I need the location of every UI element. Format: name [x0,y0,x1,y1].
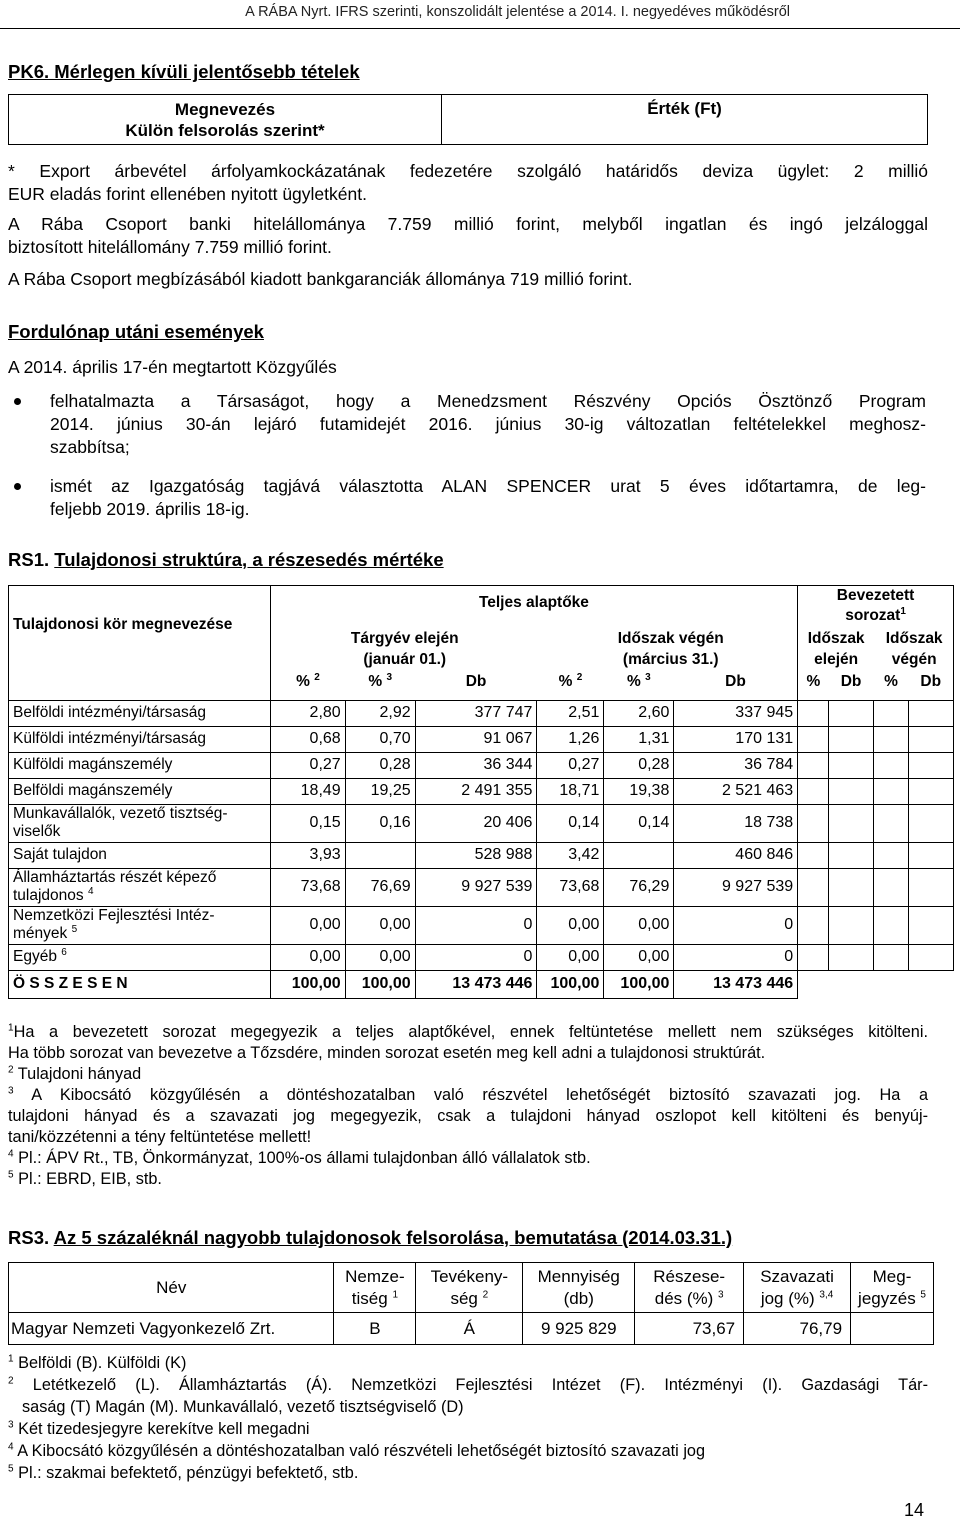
rs1-table [8,585,954,999]
rs3-table [8,1262,934,1345]
rs1-row-cell-b: 0,00 [345,906,415,944]
rs1-fn1-l2: Ha több sorozat van bevezetve a Tőzsdére, minden sorozat esetén meg kell adni a tulajdonosi struktúrát. [8,1044,766,1062]
rs1-h-series-1: Bevezetett [836,587,915,604]
rs1-row-cell-c: 0 [415,906,537,944]
rs1-row-cell-f: 460 846 [674,842,798,868]
rs1-h-end-2: (március 31.) [622,651,719,668]
rs1-row-series-cell [908,778,953,804]
rs1-row-cell-d: 3,42 [537,842,604,868]
rs1-table-row [9,804,954,842]
rs1-row-series-cell [829,868,874,906]
rs1-row-cell-e: 0,28 [604,752,674,778]
rs1-row-name [9,868,271,906]
rs1-h-end-1: Időszak végén [617,630,724,647]
rs1-row-cell-c: 36 344 [415,752,537,778]
rs1-row-name-sup: 5 [71,923,78,935]
pk6-col-name-2: Külön felsorolás szerint* [125,120,325,140]
events-bullet-1-l2: 2014. június 30-án lejáró futamidejét 2016. június 30-ig változatlan feltételekkel meghosz- [50,414,926,434]
rs1-row-name-l1: Saját tulajdon [13,846,107,863]
rs1-sub-db: Db [465,672,487,690]
rs1-h-s-start-1: Időszak [807,630,865,647]
rs1-row-series-cell [829,778,874,804]
rs1-h-start-2: (január 01.) [363,651,447,668]
rs1-row-name-l1: Belföldi magánszemély [13,782,173,799]
rs1-row-series-cell [908,700,953,726]
rs1-footnotes [8,1022,928,1190]
events-intro: A 2014. április 17-én megtartott Közgyűlés [8,357,337,377]
rs3-fn3-num: 3 [8,1419,14,1431]
rs1-row-series-cell [908,944,953,970]
rs1-fn5: Pl.: EBRD, EIB, stb. [18,1170,162,1188]
rs1-row-series-cell [798,906,829,944]
rs1-row-name-l1: Belföldi intézményi/társaság [13,704,206,721]
rs1-row-cell-b: 2,92 [345,700,415,726]
rs1-row-series-cell [908,726,953,752]
rs1-table-row [9,944,954,970]
rs1-total-cell-d: 100,00 [537,970,604,998]
events-bullet-2-l2: feljebb 2019. április 18-ig. [50,499,250,519]
rs3-row [9,1313,934,1345]
rs1-row-cell-c: 20 406 [415,804,537,842]
rs1-row-name-l1: Külföldi magánszemély [13,756,173,773]
rs1-row-series-cell [874,700,909,726]
rs1-row-series-cell [874,842,909,868]
rs1-row-cell-a: 0,27 [270,752,345,778]
rs1-row-series-cell [874,752,909,778]
header-rule [0,28,960,29]
rs3-row-nat: B [334,1313,416,1345]
rs1-fn1-l1: Ha a bevezetett sorozat megegyezik a teljes alaptőkével, ennek feltüntetése mellett nem szükséges kitölteni. [13,1023,928,1041]
rs1-table-row [9,752,954,778]
rs1-fn3-num: 3 [8,1085,14,1097]
rs1-row-name-l1: Munkavállalók, vezető tisztség- [13,805,228,822]
rs1-row-cell-c: 377 747 [415,700,537,726]
rs1-table-row [9,726,954,752]
rs1-row-cell-e: 19,38 [604,778,674,804]
rs1-sub-db-e: Db [908,664,953,700]
rs1-row-cell-b: 0,28 [345,752,415,778]
pk6-title: PK6. Mérlegen kívüli jelentősebb tételek [8,61,360,82]
rs1-h-s-start [798,628,874,670]
rs3-fn5-num: 5 [8,1463,14,1475]
pk6-note-1 [8,160,928,206]
rs1-row-series-cell [908,752,953,778]
rs1-total-cell-c: 13 473 446 [415,970,537,998]
rs1-h-owner: Tulajdonosi kör megnevezése [9,586,271,665]
rs1-row-cell-b: 0,70 [345,726,415,752]
rs1-fn3-l2: tulajdoni hányad és a szavazati jog megegyezik, csak a tulajdoni hányad oszlopot kell kitölteni és benyúj- [8,1107,928,1125]
rs1-sub-pct3b: % $^3$ [627,671,651,690]
rs1-fn5-num: 5 [8,1169,14,1181]
rs1-row-name [9,842,271,868]
rs1-table-row [9,906,954,944]
rs1-sub-pct2b: % $^2$ [558,671,583,690]
rs1-row-name-sup: 4 [87,885,94,897]
rs1-row-cell-d: 2,51 [537,700,604,726]
rs3-prefix: RS3. [8,1227,50,1248]
rs1-row-cell-d: 0,00 [537,944,604,970]
rs1-row-cell-e: 2,60 [604,700,674,726]
rs1-row-series-cell [908,842,953,868]
pk6-note-1-line2: EUR eladás forint ellenében nyitott ügyletként. [8,184,367,204]
events-bullet-2 [50,475,926,521]
rs3-fn2-l2: saság (T) Magán (M). Munkavállaló, vezető tisztségviselő (D) [22,1398,464,1416]
rs1-row-series-cell [798,752,829,778]
pk6-note-3: A Rába Csoport megbízásából kiadott bankgaranciák állománya 719 millió forint. [8,269,633,289]
rs1-table-row [9,700,954,726]
rs3-row-name: Magyar Nemzeti Vagyonkezelő Zrt. [9,1313,334,1345]
rs1-row-cell-d: 18,71 [537,778,604,804]
rs1-row-cell-f: 36 784 [674,752,798,778]
rs1-row-cell-b: 0,16 [345,804,415,842]
rs1-row-cell-a: 2,80 [270,700,345,726]
rs1-fn3-l1: A Kibocsátó közgyűlésén a döntéshozatalban való részvétel lehetőségét biztosító szavazati jog. Ha a [31,1086,928,1104]
events-bullet-1-l3: szabbítsa; [50,437,130,457]
rs1-sub-pct-e: % [884,672,898,690]
rs3-row-vote: 76,79 [744,1313,851,1345]
rs1-row-series-cell [798,778,829,804]
rs3-fn4-num: 4 [8,1441,14,1453]
rs1-row-series-cell [798,944,829,970]
rs3-row-qty: 9 925 829 [523,1313,635,1345]
rs1-row-cell-e: 0,00 [604,944,674,970]
rs1-title: Tulajdonosi struktúra, a részesedés mértéke [54,549,444,570]
rs1-row-series-cell [829,700,874,726]
rs3-footnotes [8,1352,928,1484]
bullet-icon [14,398,21,405]
rs1-row-name-l2: tulajdonos [13,887,84,904]
rs1-row-series-cell [874,868,909,906]
rs1-row-cell-d: 1,26 [537,726,604,752]
rs3-fn2-l1: Letétkezelő (L). Államháztartás (Á). Nemzetközi Fejlesztési Intézet (F). Intézményi (I). Gazdasági Tár- [32,1376,928,1394]
rs1-sub-db-s: Db [840,672,862,690]
rs1-row-cell-e: 76,29 [604,868,674,906]
rs1-row-cell-d: 0,00 [537,906,604,944]
rs3-fn1-num: 1 [8,1353,14,1365]
rs1-fn4-num: 4 [8,1148,14,1160]
rs3-title: Az 5 százaléknál nagyobb tulajdonosok felsorolása, bemutatása (2014.03.31.) [53,1227,733,1248]
rs1-row-cell-a: 0,00 [270,906,345,944]
rs1-row-name-l1: Államháztartás részét képező [13,869,217,886]
rs1-row-cell-f: 0 [674,906,798,944]
rs1-row-name-l2: viselők [13,823,61,840]
rs1-h-start-1: Tárgyév elején [350,630,459,647]
rs1-row-cell-b: 19,25 [345,778,415,804]
rs1-table-row [9,778,954,804]
rs1-row-cell-b [345,842,415,868]
rs3-row-act: Á [416,1313,523,1345]
rs1-row-name [9,906,271,944]
rs1-row-series-cell [829,726,874,752]
rs1-row-cell-a: 0,00 [270,944,345,970]
rs3-heading [8,1226,732,1249]
rs1-row-series-cell [798,700,829,726]
pk6-col-value: Érték (Ft) [647,99,722,118]
rs1-sub-pct3: % $^3$ [368,671,392,690]
rs1-row-cell-e: 0,14 [604,804,674,842]
rs1-h-total: Teljes alaptőke [478,594,589,611]
rs1-row-cell-a: 73,68 [270,868,345,906]
rs3-fn5: Pl.: szakmai befektető, pénzügyi befektető, stb. [18,1464,359,1482]
rs1-sub-empty [9,664,271,700]
rs1-row-name [9,752,271,778]
rs1-row-cell-d: 73,68 [537,868,604,906]
rs1-h-end [561,628,781,670]
rs1-row-series-cell [829,906,874,944]
rs1-h-s-end-1: Időszak [885,630,943,647]
rs1-h-series-block [798,586,954,668]
running-header: A RÁBA Nyrt. IFRS szerinti, konszolidált jelentése a 2014. I. negyedéves működésről [245,4,790,20]
rs1-row-cell-e: 1,31 [604,726,674,752]
rs1-total-name: Ö S S Z E S E N [9,970,271,998]
pk6-col-name [9,95,442,145]
rs1-h-series-sup: 1 [900,605,906,617]
rs1-row-series-cell [874,726,909,752]
rs3-h-act: Tevékeny- ség $^2$ [416,1263,523,1313]
rs1-row-series-cell [874,804,909,842]
rs1-row-cell-b: 0,00 [345,944,415,970]
rs1-h-s-start-2: elején [814,651,859,668]
events-bullet-1-l1: felhatalmazta a Társaságot, hogy a Menedzsment Részvény Opciós Ösztönző Program [50,391,926,411]
rs3-row-note [851,1313,934,1345]
rs1-row-series-cell [829,804,874,842]
rs3-h-name: Név [9,1263,334,1313]
rs1-h-total-block [270,586,797,668]
rs1-row-series-cell [874,778,909,804]
rs1-row-series-cell [798,804,829,842]
rs1-total-row [9,970,954,998]
rs1-row-series-cell [829,944,874,970]
rs1-row-series-cell [829,752,874,778]
rs1-row-name-l1: Külföldi intézményi/társaság [13,730,206,747]
rs1-fn1-num: 1 [8,1022,14,1034]
rs1-row-name-l1: Egyéb [13,948,57,965]
rs1-h-s-end-2: végén [891,651,937,668]
pk6-note-2-line2: biztosított hitelállomány 7.759 millió forint. [8,237,332,257]
rs1-row-cell-f: 2 521 463 [674,778,798,804]
rs1-row-cell-c: 91 067 [415,726,537,752]
rs1-total-cell-a: 100,00 [270,970,345,998]
rs1-row-cell-d: 0,27 [537,752,604,778]
rs1-row-name-l2: mények [13,925,68,942]
pk6-col-name-1: Megnevezés [174,99,276,119]
pk6-note-1-line1: * Export árbevétel árfolyamkockázatának fedezetére szolgáló határidős deviza ügylet: 2 millió [8,161,928,181]
rs1-row-cell-f: 9 927 539 [674,868,798,906]
rs1-table-row [9,868,954,906]
rs1-row-series-cell [874,944,909,970]
rs1-total-cell-f: 13 473 446 [674,970,798,998]
rs1-row-cell-c: 528 988 [415,842,537,868]
rs3-row-share: 73,67 [635,1313,744,1345]
rs1-heading [8,548,444,571]
rs1-row-name [9,804,271,842]
rs3-header-row [9,1263,934,1313]
rs1-row-cell-c: 9 927 539 [415,868,537,906]
rs1-fn3-l3: tani/közzétenni a tény feltüntetése mellett! [8,1128,312,1146]
rs1-row-series-cell [908,868,953,906]
rs1-table-row [9,842,954,868]
rs1-row-cell-e [604,842,674,868]
rs1-row-name [9,726,271,752]
rs1-row-series-cell [908,804,953,842]
rs1-row-cell-a: 18,49 [270,778,345,804]
rs1-row-cell-e: 0,00 [604,906,674,944]
rs1-row-series-cell [908,906,953,944]
rs1-h-series-2: sorozat [845,607,901,624]
pk6-note-2-line1: A Rába Csoport banki hitelállománya 7.759 millió forint, melyből ingatlan és ingó jelzáloggal [8,214,928,234]
rs3-h-vote: Szavazati jog (%) $^{3,4}$ [744,1263,851,1313]
events-bullet-1 [50,390,926,459]
rs1-h-series [798,586,953,626]
rs1-row-cell-a: 0,15 [270,804,345,842]
rs1-fn2: Tulajdoni hányad [17,1065,142,1083]
rs3-fn3: Két tizedesjegyre kerekítve kell megadni [18,1420,310,1438]
rs1-row-cell-c: 2 491 355 [415,778,537,804]
rs3-fn1: Belföldi (B). Külföldi (K) [18,1354,187,1372]
rs1-row-name [9,778,271,804]
rs1-h-start [305,628,505,670]
rs3-h-nat: Nemze- tiség $^1$ [334,1263,416,1313]
rs1-h-s-end [874,628,954,670]
page-number: 14 [903,1500,924,1520]
rs1-row-name [9,944,271,970]
pk6-note-2 [8,213,928,259]
rs1-total-cell-e: 100,00 [604,970,674,998]
rs1-row-cell-f: 0 [674,944,798,970]
rs3-fn2-num: 2 [8,1375,14,1387]
rs1-row-series-cell [798,726,829,752]
rs1-row-series-cell [874,906,909,944]
rs1-row-name [9,700,271,726]
rs1-row-name-sup: 6 [61,946,67,958]
rs1-row-series-cell [798,868,829,906]
rs1-total-cell-b: 100,00 [345,970,415,998]
bullet-icon [14,483,21,490]
rs1-fn2-num: 2 [8,1064,14,1076]
rs3-h-share: Részese- dés (%) $^3$ [635,1263,744,1313]
rs1-sub-pct2: % $^2$ [296,671,320,690]
rs3-fn4: A Kibocsátó közgyűlésén a döntéshozatalban való részvételi lehetőségét biztosító szavazati jog [17,1442,706,1460]
rs1-row-cell-f: 170 131 [674,726,798,752]
rs1-row-series-cell [829,842,874,868]
rs1-row-cell-d: 0,14 [537,804,604,842]
rs1-sub-dbb: Db [725,672,746,690]
pk6-table [8,94,928,145]
rs1-row-series-cell [798,842,829,868]
rs1-sub-pct-s: % [798,664,829,700]
rs1-prefix: RS1. [8,549,50,570]
rs3-h-qty: Mennyiség (db) [523,1263,635,1313]
rs3-h-note: Meg- jegyzés $^5$ [851,1263,934,1313]
rs1-row-cell-a: 0,68 [270,726,345,752]
rs1-row-cell-a: 3,93 [270,842,345,868]
rs1-fn4: Pl.: ÁPV Rt., TB, Önkormányzat, 100%-os állami tulajdonban álló vállalatok stb. [18,1149,591,1167]
rs1-row-name-l1: Nemzetközi Fejlesztési Intéz- [13,907,215,924]
rs1-row-cell-f: 337 945 [674,700,798,726]
events-title: Fordulónap utáni események [8,321,264,342]
rs1-row-cell-f: 18 738 [674,804,798,842]
rs1-row-cell-c: 0 [415,944,537,970]
events-bullet-2-l1: ismét az Igazgatóság tagjává választotta ALAN SPENCER urat 5 éves időtartamra, de leg- [50,476,926,496]
rs1-row-cell-b: 76,69 [345,868,415,906]
